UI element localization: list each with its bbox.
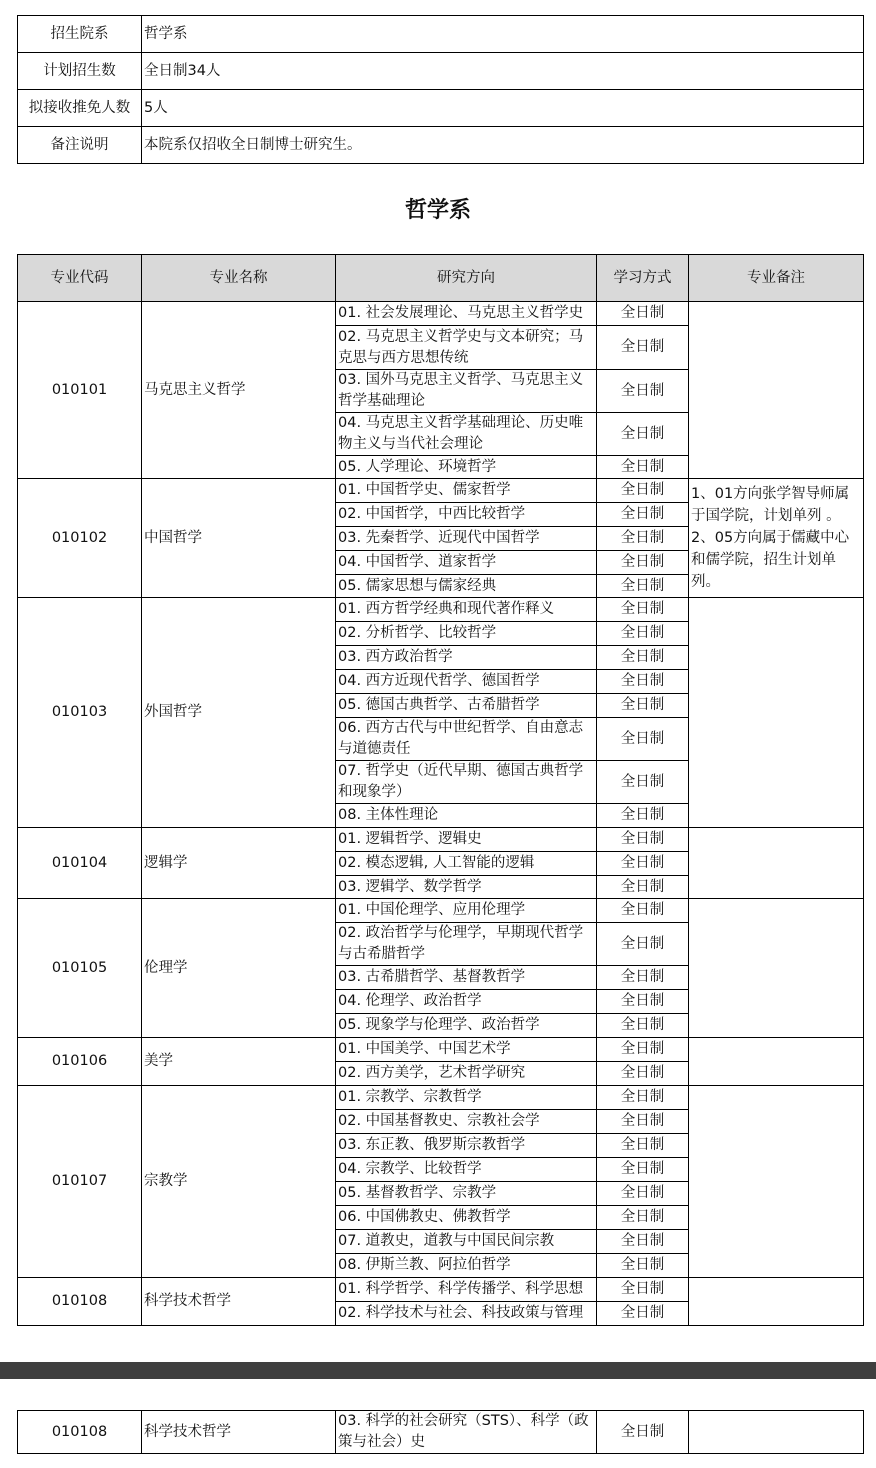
major-name: 宗教学 xyxy=(142,1086,336,1278)
study-mode: 全日制 xyxy=(597,1182,689,1206)
research-direction: 01. 中国美学、中国艺术学 xyxy=(336,1038,597,1062)
major-note xyxy=(689,479,864,598)
info-row xyxy=(18,90,864,127)
major-code: 010108 xyxy=(18,1411,142,1454)
research-direction: 03. 国外马克思主义哲学、马克思主义哲学基础理论 xyxy=(336,370,597,413)
research-direction: 02. 中国哲学，中西比较哲学 xyxy=(336,503,597,527)
table-row xyxy=(18,479,864,503)
study-mode: 全日制 xyxy=(597,694,689,718)
study-mode: 全日制 xyxy=(597,413,689,456)
major-code: 010105 xyxy=(18,899,142,1038)
study-mode: 全日制 xyxy=(597,456,689,479)
major-name: 伦理学 xyxy=(142,899,336,1038)
continuation-table xyxy=(17,1410,864,1454)
info-value: 全日制34人 xyxy=(142,53,864,90)
research-direction: 01. 西方哲学经典和现代著作释义 xyxy=(336,598,597,622)
research-direction: 03. 逻辑学、数学哲学 xyxy=(336,876,597,899)
research-direction: 03. 先秦哲学、近现代中国哲学 xyxy=(336,527,597,551)
research-direction: 04. 伦理学、政治哲学 xyxy=(336,990,597,1014)
research-direction: 02. 中国基督教史、宗教社会学 xyxy=(336,1110,597,1134)
study-mode: 全日制 xyxy=(597,1062,689,1086)
info-table xyxy=(17,15,864,164)
table-row xyxy=(18,1411,864,1454)
research-direction: 01. 逻辑哲学、逻辑史 xyxy=(336,828,597,852)
info-label: 计划招生数 xyxy=(18,53,142,90)
study-mode: 全日制 xyxy=(597,1411,689,1454)
study-mode: 全日制 xyxy=(597,479,689,503)
header-direction: 研究方向 xyxy=(336,255,597,302)
research-direction: 07. 哲学史（近代早期、德国古典哲学和现象学） xyxy=(336,761,597,804)
research-direction: 02. 模态逻辑, 人工智能的逻辑 xyxy=(336,852,597,876)
study-mode: 全日制 xyxy=(597,670,689,694)
research-direction: 01. 宗教学、宗教哲学 xyxy=(336,1086,597,1110)
study-mode: 全日制 xyxy=(597,527,689,551)
research-direction: 04. 马克思主义哲学基础理论、历史唯物主义与当代社会理论 xyxy=(336,413,597,456)
research-direction: 05. 人学理论、环境哲学 xyxy=(336,456,597,479)
major-name: 科学技术哲学 xyxy=(142,1411,336,1454)
research-direction: 05. 现象学与伦理学、政治哲学 xyxy=(336,1014,597,1038)
major-code: 010106 xyxy=(18,1038,142,1086)
major-note xyxy=(689,828,864,899)
department-title: 哲学系 xyxy=(404,198,471,223)
table-row xyxy=(18,302,864,326)
study-mode: 全日制 xyxy=(597,1134,689,1158)
majors-body xyxy=(18,302,864,1326)
research-direction: 01. 社会发展理论、马克思主义哲学史 xyxy=(336,302,597,326)
major-note xyxy=(689,598,864,828)
research-direction: 02. 分析哲学、比较哲学 xyxy=(336,622,597,646)
research-direction: 01. 科学哲学、科学传播学、科学思想 xyxy=(336,1278,597,1302)
info-row xyxy=(18,53,864,90)
info-value: 哲学系 xyxy=(142,16,864,53)
research-direction: 04. 中国哲学、道家哲学 xyxy=(336,551,597,575)
research-direction: 03. 科学的社会研究（STS）、科学（政策与社会）史 xyxy=(336,1411,597,1454)
major-code: 010102 xyxy=(18,479,142,598)
info-value: 5人 xyxy=(142,90,864,127)
major-code: 010101 xyxy=(18,302,142,479)
study-mode: 全日制 xyxy=(597,1254,689,1278)
major-code: 010108 xyxy=(18,1278,142,1326)
header-code: 专业代码 xyxy=(18,255,142,302)
major-note xyxy=(689,1086,864,1278)
major-name: 中国哲学 xyxy=(142,479,336,598)
research-direction: 01. 中国哲学史、儒家哲学 xyxy=(336,479,597,503)
research-direction: 02. 科学技术与社会、科技政策与管理 xyxy=(336,1302,597,1326)
table-row xyxy=(18,1086,864,1110)
study-mode: 全日制 xyxy=(597,966,689,990)
research-direction: 05. 德国古典哲学、古希腊哲学 xyxy=(336,694,597,718)
research-direction: 06. 中国佛教史、佛教哲学 xyxy=(336,1206,597,1230)
study-mode: 全日制 xyxy=(597,828,689,852)
info-row xyxy=(18,127,864,164)
study-mode: 全日制 xyxy=(597,761,689,804)
study-mode: 全日制 xyxy=(597,646,689,670)
table-row xyxy=(18,828,864,852)
info-label: 招生院系 xyxy=(18,16,142,53)
major-code: 010107 xyxy=(18,1086,142,1278)
research-direction: 01. 中国伦理学、应用伦理学 xyxy=(336,899,597,923)
note-line: 1、01方向张学智导师属于国学院，计划单列 。 xyxy=(691,486,850,524)
study-mode: 全日制 xyxy=(597,1014,689,1038)
study-mode: 全日制 xyxy=(597,923,689,966)
research-direction: 06. 西方古代与中世纪哲学、自由意志与道德责任 xyxy=(336,718,597,761)
study-mode: 全日制 xyxy=(597,804,689,828)
major-name: 马克思主义哲学 xyxy=(142,302,336,479)
study-mode: 全日制 xyxy=(597,575,689,598)
study-mode: 全日制 xyxy=(597,1302,689,1326)
research-direction: 03. 古希腊哲学、基督教哲学 xyxy=(336,966,597,990)
study-mode: 全日制 xyxy=(597,718,689,761)
study-mode: 全日制 xyxy=(597,1158,689,1182)
info-row xyxy=(18,16,864,53)
study-mode: 全日制 xyxy=(597,622,689,646)
major-name: 外国哲学 xyxy=(142,598,336,828)
major-note xyxy=(689,1038,864,1086)
study-mode: 全日制 xyxy=(597,302,689,326)
study-mode: 全日制 xyxy=(597,1278,689,1302)
major-name: 科学技术哲学 xyxy=(142,1278,336,1326)
research-direction: 05. 基督教哲学、宗教学 xyxy=(336,1182,597,1206)
header-name: 专业名称 xyxy=(142,255,336,302)
major-note xyxy=(689,1411,864,1454)
research-direction: 03. 东正教、俄罗斯宗教哲学 xyxy=(336,1134,597,1158)
major-note xyxy=(689,302,864,479)
research-direction: 08. 伊斯兰教、阿拉伯哲学 xyxy=(336,1254,597,1278)
table-row xyxy=(18,1278,864,1302)
page-separator xyxy=(0,1362,876,1379)
research-direction: 08. 主体性理论 xyxy=(336,804,597,828)
research-direction: 04. 西方近现代哲学、德国哲学 xyxy=(336,670,597,694)
research-direction: 02. 政治哲学与伦理学，早期现代哲学与古希腊哲学 xyxy=(336,923,597,966)
research-direction: 05. 儒家思想与儒家经典 xyxy=(336,575,597,598)
header-note: 专业备注 xyxy=(689,255,864,302)
major-note xyxy=(689,1278,864,1326)
major-name: 逻辑学 xyxy=(142,828,336,899)
header-mode: 学习方式 xyxy=(597,255,689,302)
majors-table xyxy=(17,254,864,1326)
study-mode: 全日制 xyxy=(597,370,689,413)
info-label: 拟接收推免人数 xyxy=(18,90,142,127)
study-mode: 全日制 xyxy=(597,503,689,527)
study-mode: 全日制 xyxy=(597,1230,689,1254)
study-mode: 全日制 xyxy=(597,876,689,899)
study-mode: 全日制 xyxy=(597,1110,689,1134)
note-line: 2、05方向属于儒藏中心和儒学院，招生计划单列。 xyxy=(691,530,850,590)
study-mode: 全日制 xyxy=(597,852,689,876)
study-mode: 全日制 xyxy=(597,990,689,1014)
study-mode: 全日制 xyxy=(597,1206,689,1230)
study-mode: 全日制 xyxy=(597,326,689,370)
research-direction: 07. 道教史，道教与中国民间宗教 xyxy=(336,1230,597,1254)
header-row xyxy=(18,255,864,302)
research-direction: 02. 马克思主义哲学史与文本研究；马克思与西方思想传统 xyxy=(336,326,597,370)
research-direction: 03. 西方政治哲学 xyxy=(336,646,597,670)
study-mode: 全日制 xyxy=(597,1038,689,1062)
major-name: 美学 xyxy=(142,1038,336,1086)
table-row xyxy=(18,1038,864,1062)
research-direction: 02. 西方美学，艺术哲学研究 xyxy=(336,1062,597,1086)
study-mode: 全日制 xyxy=(597,551,689,575)
study-mode: 全日制 xyxy=(597,1086,689,1110)
table-row xyxy=(18,899,864,923)
major-code: 010103 xyxy=(18,598,142,828)
major-note xyxy=(689,899,864,1038)
info-label: 备注说明 xyxy=(18,127,142,164)
study-mode: 全日制 xyxy=(597,899,689,923)
research-direction: 04. 宗教学、比较哲学 xyxy=(336,1158,597,1182)
table-row xyxy=(18,598,864,622)
study-mode: 全日制 xyxy=(597,598,689,622)
info-value: 本院系仅招收全日制博士研究生。 xyxy=(142,127,864,164)
major-code: 010104 xyxy=(18,828,142,899)
